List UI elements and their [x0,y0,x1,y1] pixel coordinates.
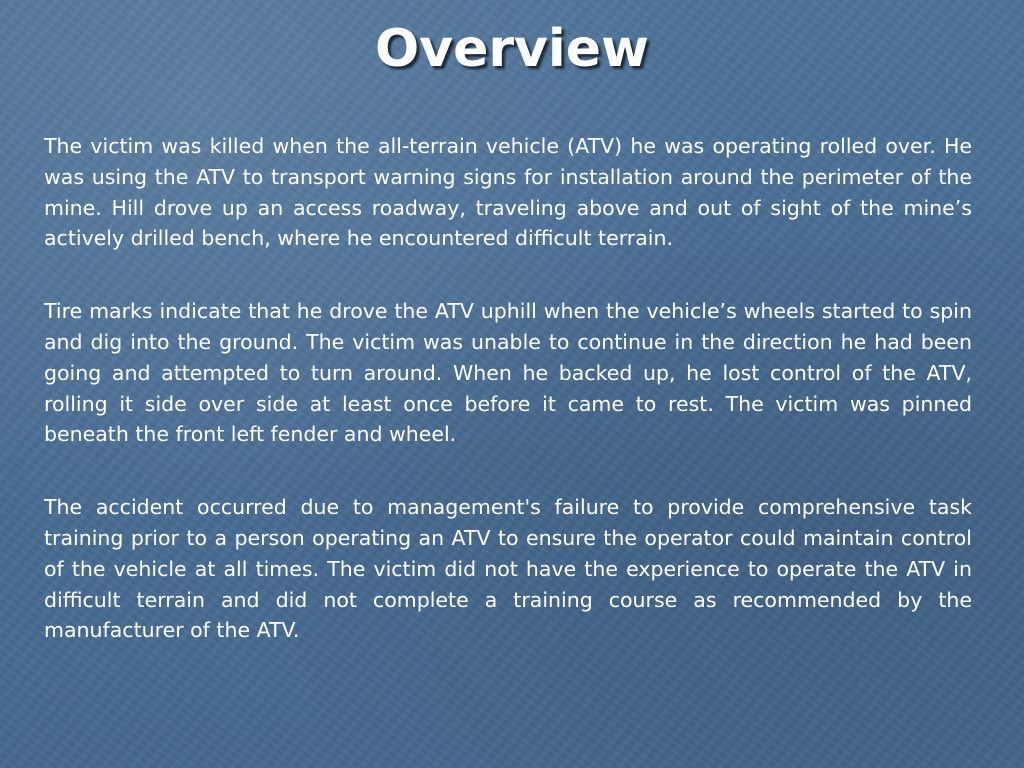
slide-title: Overview [374,19,650,79]
slide-body [44,131,972,688]
paragraph-3: The accident occurred due to management's failure to provide comprehensive task training prior to a person operating an ATV to ensure the operator could maintain control of the vehicle at all times. The victim did not have the experience to operate the ATV in difficult terrain and did not complete a training course as recommended by the manufacturer of the ATV. [44,495,972,643]
paragraph-1: The victim was killed when the all-terrain vehicle (ATV) he was operating rolled over. He was using the ATV to transport warning signs for installation around the perimeter of the mine. Hill drove up an access roadway, traveling above and out of sight of the mine’s actively drilled bench, where he encountered difficult terrain. [44,134,972,251]
paragraph-2: Tire marks indicate that he drove the ATV uphill when the vehicle’s wheels started to spin and dig into the ground. The victim was unable to continue in the direction he had been going and attempted to turn around. When he backed up, he lost control of the ATV, rolling it side over side at least once before it came to rest. The victim was pinned beneath the front left fender and wheel. [44,299,972,447]
